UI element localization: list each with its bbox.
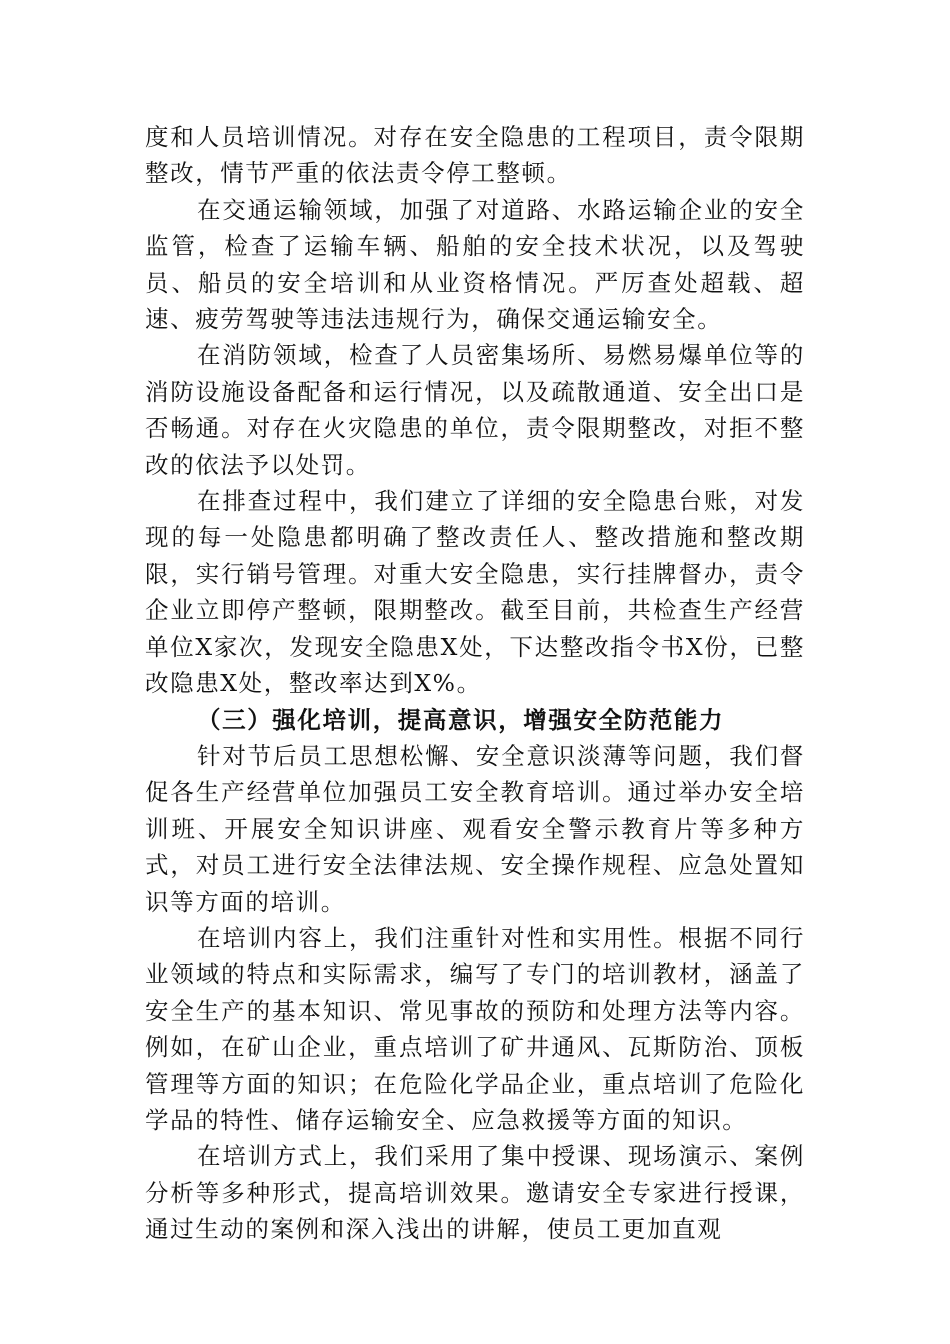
paragraph-training-content: 在培训内容上，我们注重针对性和实用性。根据不同行业领域的特点和实际需求，编写了专门的培训教材，涵盖了安全生产的基本知识、常见事故的预防和处理方法等内容。例如，在矿山企业，重点培训了矿井通风、瓦斯防治、顶板管理等方面的知识；在危险化学品企业，重点培训了危险化学品的特性、储存运输安全、应急救援等方面的知识。 — [145, 923, 805, 1134]
paragraph-construction-continued: 度和人员培训情况。对存在安全隐患的工程项目，责令限期整改，情节严重的依法责令停工整顿。 — [145, 123, 805, 188]
paragraph-training-methods: 在培训方式上，我们采用了集中授课、现场演示、案例分析等多种形式，提高培训效果。邀请安全专家进行授课，通过生动的案例和深入浅出的讲解，使员工更加直观 — [145, 1142, 805, 1244]
paragraph-fire-safety: 在消防领域，检查了人员密集场所、易燃易爆单位等的消防设施设备配备和运行情况，以及疏散通道、安全出口是否畅通。对存在火灾隐患的单位，责令限期整改，对拒不整改的依法予以处罚。 — [145, 341, 805, 479]
paragraph-transport: 在交通运输领域，加强了对道路、水路运输企业的安全监管，检查了运输车辆、船舶的安全技术状况，以及驾驶员、船员的安全培训和从业资格情况。严厉查处超载、超速、疲劳驾驶等违法违规行为，确保交通运输安全。 — [145, 195, 805, 334]
paragraph-training-intro: 针对节后员工思想松懈、安全意识淡薄等问题，我们督促各生产经营单位加强员工安全教育培训。通过举办安全培训班、开展安全知识讲座、观看安全警示教育片等多种方式，对员工进行安全法律法规、安全操作规程、应急处置知识等方面的培训。 — [145, 741, 805, 916]
document-body — [145, 119, 805, 1248]
paragraph-inspection-ledger: 在排查过程中，我们建立了详细的安全隐患台账，对发现的每一处隐患都明确了整改责任人、整改措施和整改期限，实行销号管理。对重大安全隐患，实行挂牌督办，责令企业立即停产整顿，限期整改。截至目前，共检查生产经营单位X家次，发现安全隐患X处，下达整改指令书X份，已整改隐患X处，整改率达到X%。 — [145, 487, 805, 698]
section-heading-training: （三）强化培训，提高意识，增强安全防范能力 — [197, 705, 725, 734]
